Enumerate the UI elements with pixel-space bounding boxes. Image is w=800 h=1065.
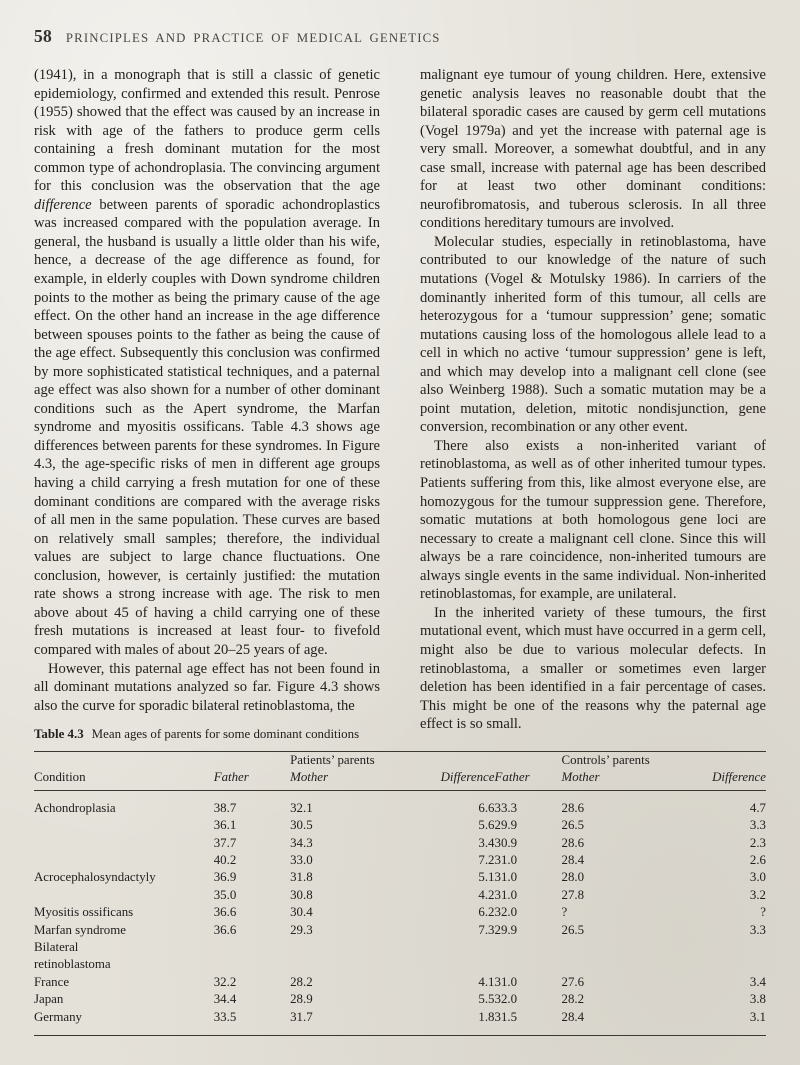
table-head [34, 752, 766, 791]
cell-patients-difference [384, 939, 494, 956]
cell-controls-difference: 3.0 [749, 870, 766, 885]
cell-condition: Marfan syndrome [34, 922, 126, 937]
table-column-header-row [34, 769, 766, 790]
cell-patients-father: 37.7 [213, 835, 237, 850]
cell-patients-mother: 28.9 [290, 992, 313, 1007]
cell-patients-difference: 6.2 [478, 905, 495, 920]
cell-patients-mother: 29.3 [290, 922, 313, 937]
cell-condition: Acrocephalosyndactyly [34, 870, 156, 885]
group-header-patients-spacer [214, 752, 290, 770]
paragraph-text-cont: between parents of sporadic achondroplastics was increased compared with the population average. In general, the husband is usually a little older than his wife, hence, a decrease of the age difference as found, for example, in elderly couples with Down syndrome children points to the mother as being the primary cause of the age effect. On the other hand an increase in the age difference between spouses points to the father as being the cause of the age effect. Subsequently this conclusion was confirmed by more sophisticated statistical techniques, and a paternal age effect was also shown for a number of other dominant conditions such as the Apert syndrome, the Marfan syndrome and myositis ossificans. Table 4.3 shows age differences between parents for these syndromes. In Figure 4.3, the age-specific risks of men in different age groups having a child carrying a fresh mutation for one of these dominant conditions are compared with the average risks of all men in the same population. These curves are based on relatively small samples; therefore, the individual values are subject to large chance fluctuations. One conclusion, however, is certainly justified: the mutation rate shows a strong increase with age. The risk to men above about 45 of having a child carrying one of these fresh mutations is increased at least four- to fivefold compared with males of about 20–25 years of age. [34, 196, 380, 658]
cell-controls-difference: 2.3 [749, 835, 766, 850]
table-body [34, 790, 766, 1026]
table-row [34, 956, 766, 973]
right-column [420, 66, 766, 734]
column-header-patients-mother: Mother [290, 769, 384, 790]
table-row [34, 974, 766, 991]
cell-controls-mother: 26.5 [561, 818, 585, 833]
cell-controls-father: 29.9 [494, 922, 518, 937]
table-row [34, 991, 766, 1008]
left-column [34, 66, 380, 734]
cell-patients-mother: 33.0 [290, 853, 313, 868]
cell-controls-father: 31.0 [494, 974, 518, 989]
cell-controls-mother [562, 939, 655, 956]
cell-controls-father: 30.9 [494, 835, 518, 850]
cell-condition: France [34, 974, 70, 989]
cell-controls-father [495, 956, 562, 973]
italic-term-difference: difference [34, 196, 92, 213]
cell-controls-father: 31.0 [494, 853, 518, 868]
cell-controls-difference: 3.1 [749, 1009, 766, 1024]
running-head [34, 26, 764, 47]
cell-condition [34, 817, 214, 834]
cell-controls-difference: 3.3 [749, 818, 766, 833]
cell-controls-father: 31.5 [494, 1009, 518, 1024]
cell-controls-father [495, 939, 562, 956]
cell-patients-difference: 4.2 [478, 887, 495, 902]
paragraph-left-1 [34, 66, 380, 660]
table-row [34, 835, 766, 852]
column-header-patients-difference: Difference [384, 769, 494, 790]
cell-patients-father: 36.1 [213, 818, 237, 833]
column-header-controls-mother: Mother [562, 769, 655, 790]
table-row [34, 852, 766, 869]
cell-controls-mother: 28.0 [561, 870, 585, 885]
cell-controls-mother: 28.2 [561, 992, 585, 1007]
cell-controls-difference: ? [760, 905, 766, 920]
cell-controls-mother: 27.8 [561, 887, 585, 902]
group-header-blank [34, 752, 214, 770]
cell-controls-mother: 28.6 [561, 835, 585, 850]
table-row [34, 922, 766, 939]
table-4-3-block [34, 727, 766, 1038]
cell-controls-difference: 3.2 [749, 887, 766, 902]
table-row [34, 869, 766, 886]
table-head-spacer [34, 790, 766, 800]
cell-patients-difference: 5.5 [478, 992, 495, 1007]
cell-controls-father: 31.0 [494, 887, 518, 902]
cell-patients-mother: 30.8 [290, 887, 313, 902]
paragraph-right-3: There also exists a non-inherited variant of retinoblastoma, as well as of other inherited tumour types. Patients suffering from this, like almost everyone else, are homozygous for the tumour suppression gene. Therefore, somatic mutations at both homologous gene loci are necessary to create a malignant cell clone. Since this will always be a rare coincidence, non-inherited tumours are always single events in the same individual. Non-inherited retinoblastomas, for example, are unilateral. [420, 437, 766, 603]
cell-patients-difference: 3.4 [478, 835, 495, 850]
cell-condition: retinoblastoma [34, 957, 111, 972]
cell-condition: Achondroplasia [34, 800, 116, 815]
cell-patients-difference: 7.2 [478, 853, 495, 868]
column-header-patients-father: Father [214, 769, 290, 790]
cell-controls-father: 32.0 [494, 992, 518, 1007]
cell-controls-father: 32.0 [494, 905, 518, 920]
paragraph-right-2: Molecular studies, especially in retinoblastoma, have contributed to our knowledge of the nature of such mutations (Vogel & Motulsky 1986). In carriers of the dominantly inherited form of this tumour, all cells are heterozygous for a ‘tumour suppression’ gene; somatic mutations causing loss of the homologous allele lead to a cell in which no active ‘tumour suppression’ gene is left, and which may develop into a malignant cell clone (see also Weinberg 1988). Such a somatic mutation may be a point mutation, deletion, mitotic nondisjunction, gene conversion, recombination or any other event. [420, 233, 766, 436]
cell-patients-mother: 30.5 [290, 818, 313, 833]
cell-controls-mother [562, 956, 655, 973]
cell-patients-difference: 7.3 [478, 922, 495, 937]
group-header-controls: Controls’ parents [562, 752, 766, 770]
cell-patients-mother: 30.4 [290, 905, 313, 920]
table-row [34, 800, 766, 817]
table-row [34, 817, 766, 834]
page-number: 58 [34, 26, 52, 46]
cell-patients-father [214, 956, 290, 973]
cell-patients-father: 35.0 [213, 887, 237, 902]
table-row [34, 887, 766, 904]
table-4-3 [34, 751, 766, 1038]
paragraph-text: (1941), in a monograph that is still a classic of genetic epidemiology, confirmed and extended this result. Penrose (1955) showed that the effect was caused by an increase in risk with age of the fathers to produce germ cells containing a fresh dominant mutation for the most common type of achondroplasia. The convincing argument for this conclusion was the observation that the age [34, 67, 380, 195]
paragraph-left-2: However, this paternal age effect has not been found in all dominant mutations analyzed so far. Figure 4.3 shows also the curve for sporadic bilateral retinoblastoma, the [34, 660, 380, 714]
cell-patients-difference: 4.1 [478, 974, 495, 989]
table-row [34, 904, 766, 921]
cell-patients-father: 33.5 [213, 1009, 237, 1024]
cell-patients-father: 34.4 [213, 992, 237, 1007]
table-foot [34, 1026, 766, 1038]
table-row [34, 1009, 766, 1026]
paragraph-right-4: In the inherited variety of these tumours, the first mutational event, which must have occurred in a germ cell, might also be due to various molecular defects. In retinoblastoma, a smaller or sometimes even larger deletion has been identified in a fair percentage of cases. This might be one of the reasons why the paternal age effect is so small. [420, 604, 766, 733]
cell-patients-difference: 6.6 [478, 800, 495, 815]
cell-patients-difference: 5.1 [478, 870, 495, 885]
cell-controls-mother: 28.6 [561, 800, 585, 815]
cell-patients-father: 38.7 [213, 800, 237, 815]
cell-patients-father: 40.2 [213, 853, 237, 868]
cell-controls-difference: 3.4 [749, 974, 766, 989]
table-caption-text: Mean ages of parents for some dominant conditions [91, 727, 360, 741]
cell-condition [34, 852, 214, 869]
table-group-header-row [34, 752, 766, 770]
cell-controls-difference: 2.6 [749, 853, 766, 868]
cell-patients-father: 36.9 [213, 870, 237, 885]
cell-condition: Germany [34, 1009, 82, 1024]
cell-controls-difference [654, 939, 766, 956]
body-columns [34, 66, 766, 734]
cell-condition: Myositis ossificans [34, 905, 134, 920]
cell-patients-difference: 5.6 [478, 818, 495, 833]
running-head-title: PRINCIPLES AND PRACTICE OF MEDICAL GENETICS [65, 31, 441, 45]
cell-patients-father: 32.2 [213, 974, 237, 989]
table-bottom-rule [34, 1036, 766, 1039]
table-row [34, 939, 766, 956]
cell-controls-difference: 3.8 [749, 992, 766, 1007]
cell-patients-mother [290, 939, 384, 956]
table-foot-spacer [34, 1026, 766, 1036]
cell-patients-mother: 28.2 [290, 974, 313, 989]
cell-controls-mother: ? [561, 905, 568, 920]
cell-condition: Japan [34, 992, 64, 1007]
cell-controls-difference: 3.3 [749, 922, 766, 937]
cell-patients-father: 36.6 [213, 922, 237, 937]
group-header-patients: Patients’ parents [290, 752, 494, 770]
cell-patients-difference [384, 956, 494, 973]
cell-patients-father: 36.6 [213, 905, 237, 920]
cell-patients-mother: 32.1 [290, 800, 313, 815]
cell-controls-father: 29.9 [494, 818, 518, 833]
cell-controls-father: 31.0 [494, 870, 518, 885]
cell-controls-father: 33.3 [494, 800, 518, 815]
cell-patients-mother [290, 956, 384, 973]
column-header-condition: Condition [34, 769, 214, 790]
cell-condition: Bilateral [34, 940, 79, 955]
table-caption [34, 727, 766, 742]
column-header-controls-father: Father [495, 769, 562, 790]
cell-patients-mother: 34.3 [290, 835, 313, 850]
cell-controls-mother: 27.6 [561, 974, 585, 989]
cell-controls-mother: 28.4 [561, 853, 585, 868]
cell-patients-mother: 31.8 [290, 870, 313, 885]
paragraph-right-1: malignant eye tumour of young children. Here, extensive genetic analysis leaves no reasonable doubt that the bilateral sporadic cases are caused by germ cell mutations (Vogel 1979a) and yet the increase with paternal age is very small. Moreover, a somewhat doubtful, and in any case small, increase with paternal age has been described for at least two other dominant conditions: neurofibromatosis, and tuberous sclerosis. In all three conditions hereditary tumours are involved. [420, 67, 766, 232]
group-header-controls-spacer [495, 752, 562, 770]
cell-condition [34, 887, 214, 904]
cell-patients-father [214, 939, 290, 956]
cell-controls-difference: 4.7 [749, 800, 766, 815]
cell-condition [34, 835, 214, 852]
cell-controls-mother: 26.5 [561, 922, 585, 937]
cell-patients-mother: 31.7 [290, 1009, 313, 1024]
column-header-controls-difference: Difference [654, 769, 766, 790]
table-caption-label: Table 4.3 [34, 727, 84, 741]
cell-controls-difference [654, 956, 766, 973]
cell-patients-difference: 1.8 [478, 1009, 495, 1024]
cell-controls-mother: 28.4 [561, 1009, 585, 1024]
